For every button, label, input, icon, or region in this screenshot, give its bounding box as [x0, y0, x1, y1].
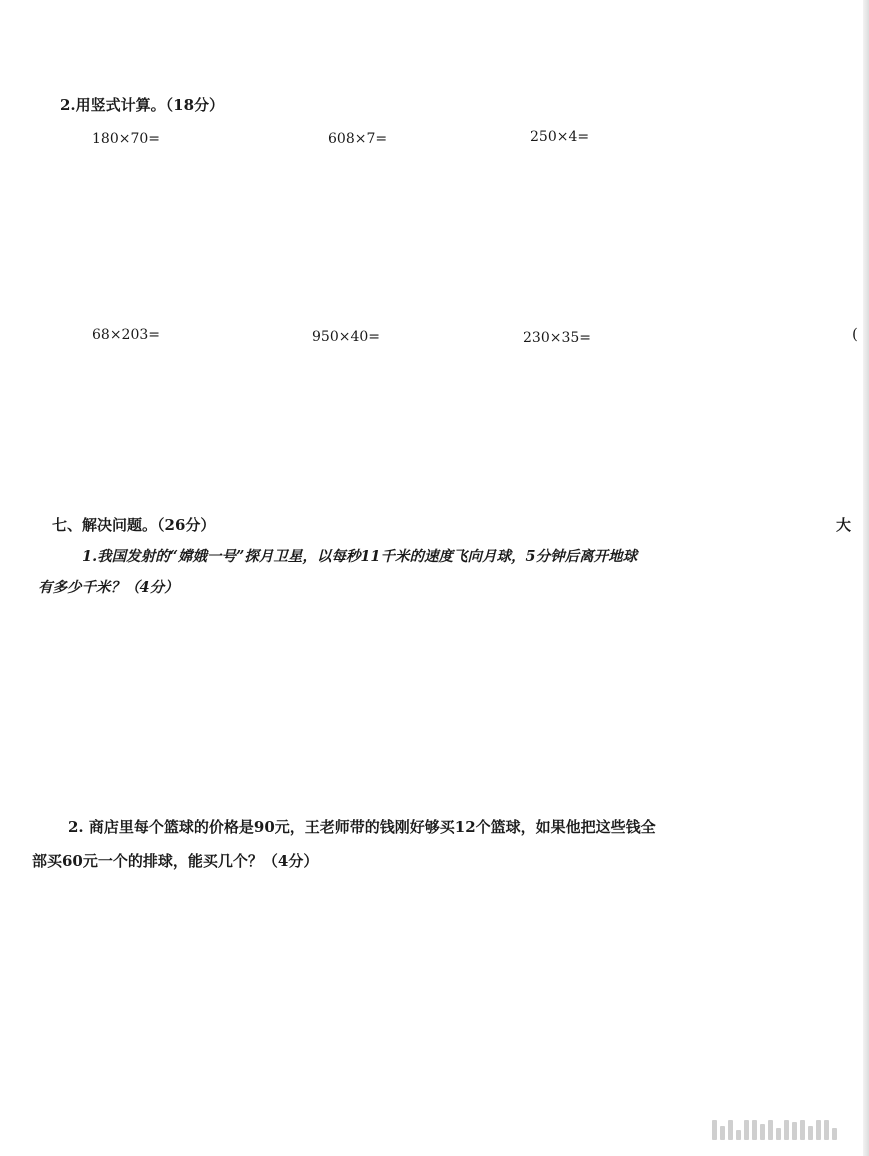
calc-expression: 608×7= [328, 131, 388, 147]
calc-expression: 250×4= [530, 129, 590, 145]
calc-expression: 950×40= [312, 329, 380, 345]
problem-1-line-1: 1.我国发射的“嫦娥一号”探月卫星，以每秒11千米的速度飞向月球，5分钟后离开地球 [82, 548, 638, 565]
problem-2-line-1: 2. 商店里每个篮球的价格是90元，王老师带的钱刚好够买12个篮球，如果他把这些钱全 [68, 818, 656, 836]
scan-watermark [712, 1118, 850, 1140]
problem-1-line-2: 有多少千米？（4分） [38, 579, 179, 596]
page-edge-shadow [863, 0, 869, 1156]
calc-expression: 68×203= [92, 327, 160, 343]
calc-expression: 230×35= [523, 330, 591, 346]
problem-2-line-2: 部买60元一个的排球，能买几个？（4分） [32, 852, 319, 870]
problems-section-heading: 七、解决问题。（26分） [52, 516, 216, 534]
margin-fragment: 大 [836, 516, 852, 534]
calc-expression: 180×70= [92, 131, 160, 147]
margin-fragment: ( [852, 325, 858, 343]
calc-section-heading: 2.用竖式计算。（18分） [60, 96, 225, 114]
